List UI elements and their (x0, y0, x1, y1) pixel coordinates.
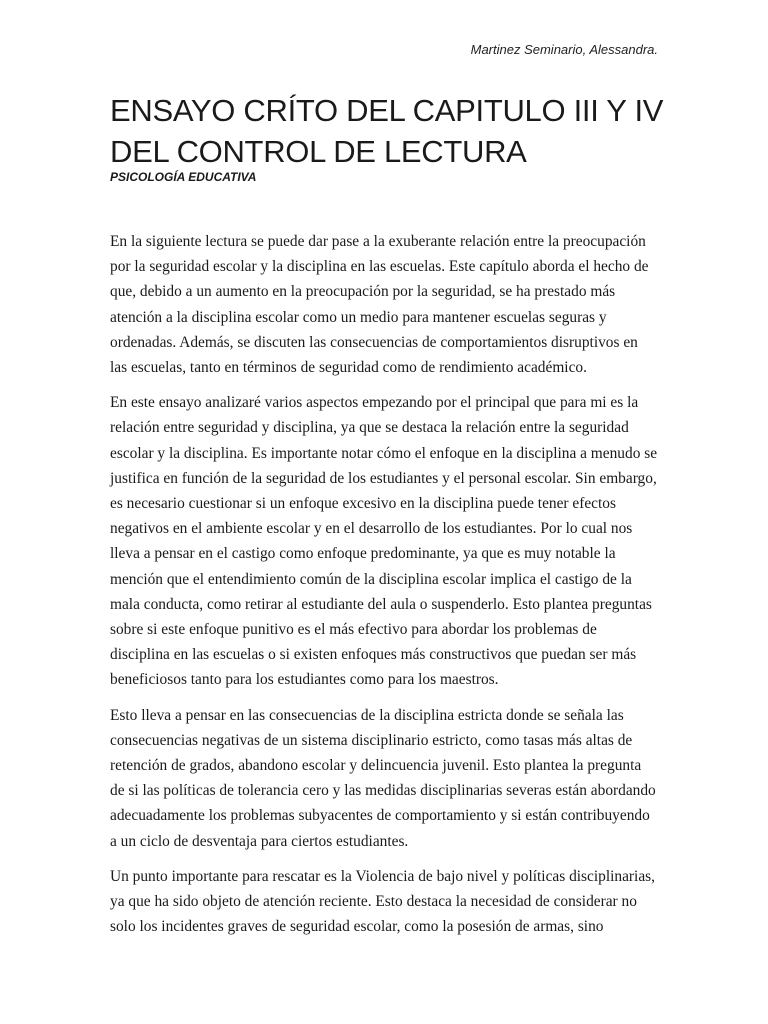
paragraph-2: En este ensayo analizaré varios aspectos empezando por el principal que para mi es la relación entre seguridad y disciplina, ya que se destaca la relación entre la seguridad escolar y la disciplina. Es importante notar cómo el enfoque en la disciplina a menudo se justifica en función de la seguridad de los estudiantes y el personal escolar. Sin embargo, es necesario cuestionar si un enfoque excesivo en la disciplina puede tener efectos negativos en el ambiente escolar y en el desarrollo de los estudiantes. Por lo cual nos lleva a pensar en el castigo como enfoque predominante, ya que es muy notable la mención que el entendimiento común de la disciplina escolar implica el castigo de la mala conducta, como retirar al estudiante del aula o suspenderlo. Esto plantea preguntas sobre si este enfoque punitivo es el más efectivo para abordar los problemas de disciplina en las escuelas o si existen enfoques más constructivos que puedan ser más beneficiosos tanto para los estudiantes como para los maestros. (110, 394, 658, 689)
paragraph-1: En la siguiente lectura se puede dar pase a la exuberante relación entre la preocupación por la seguridad escolar y la disciplina en las escuelas. Este capítulo aborda el hecho de que, debido a un aumento en la preocupación por la seguridad, se ha prestado más atención a la disciplina escolar como un medio para mantener escuelas seguras y ordenadas. Además, se discuten las consecuencias de comportamientos disruptivos en las escuelas, tanto en términos de seguridad como de rendimiento académico. (110, 233, 649, 377)
document-title: ENSAYO CRÍTO DEL CAPITULO III Y IV DEL CONTROL DE LECTURA (110, 93, 664, 169)
document-subtitle: PSICOLOGÍA EDUCATIVA (110, 170, 257, 184)
paragraph-4: Un punto importante para rescatar es la Violencia de bajo nivel y políticas disciplinarias, ya que ha sido objeto de atención reciente. Esto destaca la necesidad de considerar no solo los incidentes graves de seguridad escolar, como la posesión de armas, sino (110, 867, 655, 936)
paragraph-3: Esto lleva a pensar en las consecuencias de la disciplina estricta donde se señala las consecuencias negativas de un sistema disciplinario estricto, como tasas más altas de retención de grados, abandono escolar y delincuencia juvenil. Esto plantea la pregunta de si las políticas de tolerancia cero y las medidas disciplinarias severas están abordando adecuadamente los problemas subyacentes de comportamiento y si están contribuyendo a un ciclo de desventaja para ciertos estudiantes. (110, 706, 656, 850)
document-body (110, 229, 658, 949)
author-name: Martinez Seminario, Alessandra. (470, 42, 658, 57)
